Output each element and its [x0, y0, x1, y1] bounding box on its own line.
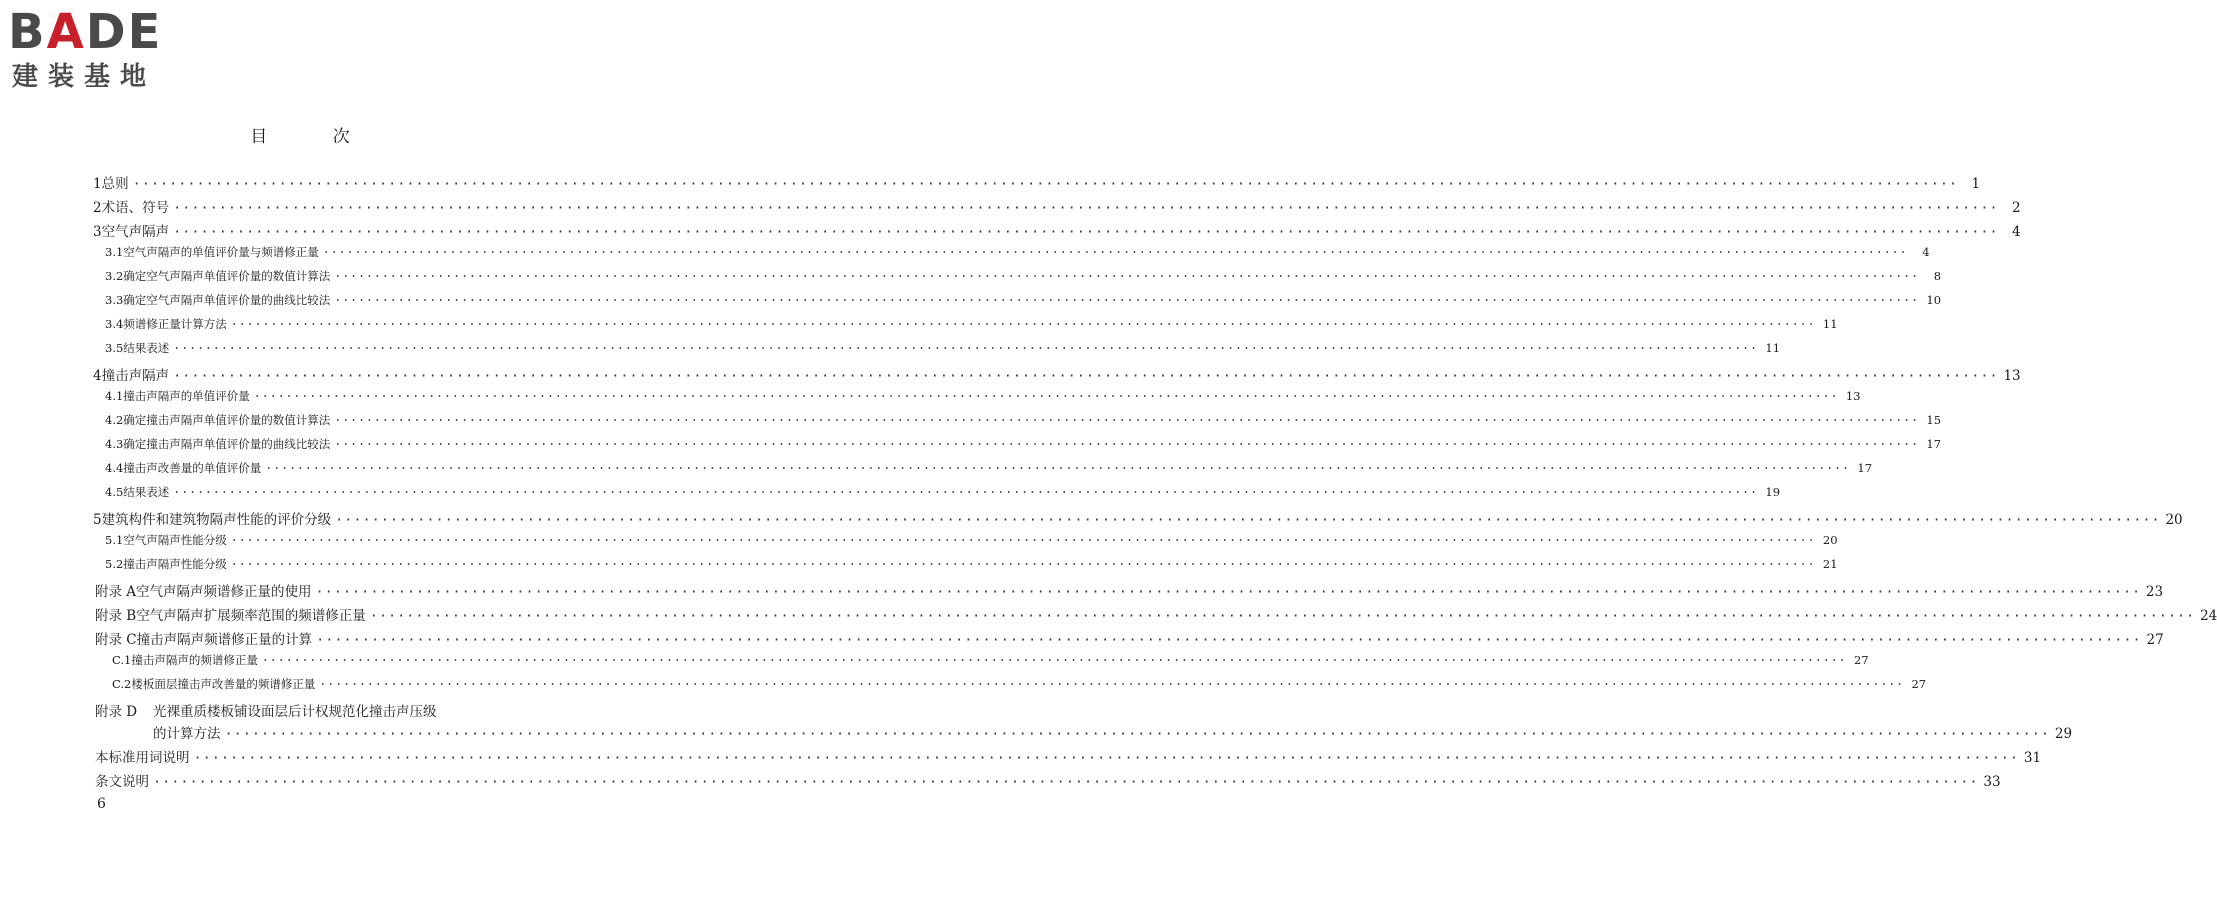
- toc-entry-page: 10: [1926, 293, 1942, 307]
- toc-entry-page: 27: [2146, 632, 2164, 648]
- toc-entry-title: 的计算方法: [153, 726, 221, 742]
- toc-entry-title: 总则: [101, 176, 129, 192]
- toc-entry-number: 4.4: [105, 461, 124, 475]
- toc-entry-page: 1: [1971, 176, 1981, 192]
- toc-entry-title: 楼板面层撞击声改善量的频谱修正量: [131, 677, 316, 691]
- toc-entry-title: 结果表述: [123, 341, 170, 355]
- toc-leader-dots: ········································································································································································································: [369, 608, 2196, 624]
- toc-entry-page: 4: [1922, 245, 1930, 259]
- toc-entry-number: 4.1: [105, 389, 124, 403]
- toc-entry-number: 附录 D: [95, 704, 138, 720]
- toc-entry-page: 13: [2003, 368, 2021, 384]
- toc-entry-title: 条文说明: [95, 774, 149, 790]
- toc-entry-number: 附录 C: [95, 632, 137, 648]
- toc-entry-title: 撞击声隔声: [101, 368, 170, 384]
- toc-entry-page: 19: [1765, 485, 1781, 499]
- toc-entry-title: 确定空气声隔声单值评价量的曲线比较法: [123, 293, 331, 307]
- toc-entry-page: 13: [1845, 389, 1861, 403]
- toc-entry-number: 3: [93, 224, 102, 240]
- toc-leader-dots: ········································································································································································································: [153, 774, 1979, 790]
- toc-leader-dots: ········································································································································································································: [265, 461, 1851, 475]
- toc-entry-title: 撞击声隔声性能分级: [123, 557, 227, 571]
- toc-entry-page: 23: [2145, 584, 2164, 600]
- toc-entry-number: 5.2: [105, 557, 124, 571]
- toc-entry-title: 撞击声改善量的单值评价量: [123, 461, 262, 475]
- page-number: 6: [97, 796, 106, 812]
- toc-entry-page: 33: [1983, 774, 2001, 790]
- toc-entry-number: 3.1: [105, 245, 124, 259]
- toc-entry[interactable]: [105, 388, 1861, 404]
- toc-leader-dots: ········································································································································································································: [132, 176, 1959, 192]
- toc-entry[interactable]: [105, 484, 1781, 500]
- toc-entry-title: 撞击声隔声的频谱修正量: [131, 653, 258, 667]
- toc-entry[interactable]: [93, 364, 2021, 384]
- toc-entry-title: 确定撞击声隔声单值评价量的曲线比较法: [123, 437, 331, 451]
- logo-subtitle: 建装基地: [12, 62, 157, 92]
- toc-entry[interactable]: [105, 340, 1781, 356]
- toc-entry-page: 17: [1857, 461, 1873, 475]
- toc-entry[interactable]: [105, 292, 1942, 308]
- toc-entry[interactable]: [93, 220, 2021, 240]
- toc-entry-number: 3.2: [105, 269, 124, 283]
- toc-entry-title: 空气声隔声频谱修正量的使用: [136, 584, 312, 600]
- toc-entry[interactable]: [112, 676, 1927, 692]
- toc-leader-dots: ········································································································································································································: [322, 245, 1908, 259]
- toc-entry-title: 确定空气声隔声单值评价量的数值计算法: [123, 269, 331, 283]
- toc-entry[interactable]: [93, 508, 2183, 528]
- toc-entry-number: 4.5: [105, 485, 124, 499]
- toc-entry[interactable]: [95, 628, 2164, 648]
- toc-entry-number: 2: [93, 200, 102, 216]
- toc-entry-page: 21: [1822, 557, 1838, 571]
- toc-entry[interactable]: [95, 770, 2001, 790]
- toc-entry-page: 2: [2012, 200, 2021, 216]
- toc-leader-dots: ········································································································································································································: [334, 413, 1920, 427]
- toc-entry[interactable]: [105, 316, 1838, 332]
- toc-entry-page: 31: [2023, 750, 2042, 766]
- toc-entry[interactable]: [105, 436, 1942, 452]
- toc-leader-dots: ········································································································································································································: [261, 653, 1847, 667]
- toc-entry-title: 术语、符号: [101, 200, 170, 216]
- toc-entry-number: 1: [93, 176, 102, 192]
- toc-leader-dots: ········································································································································································································: [230, 317, 1816, 331]
- toc-entry[interactable]: [95, 580, 2164, 600]
- toc-leader-dots: ········································································································································································································: [319, 677, 1905, 691]
- toc-leader-dots: ········································································································································································································: [193, 750, 2020, 766]
- toc-entry[interactable]: [95, 746, 2042, 766]
- toc-leader-dots: ········································································································································································································: [173, 224, 1999, 240]
- toc-leader-dots: ········································································································································································································: [315, 584, 2142, 600]
- toc-entry-page: 11: [1765, 341, 1781, 355]
- toc-entry-number: 附录 B: [95, 608, 137, 624]
- toc-entry[interactable]: [153, 722, 2073, 742]
- logo-wordmark: BADE: [8, 4, 163, 60]
- toc-entry-title: 光裸重质楼板铺设面层后计权规范化撞击声压级: [153, 704, 437, 720]
- toc-entry-page: 29: [2054, 726, 2073, 742]
- toc-entry-title: 结果表述: [123, 485, 170, 499]
- toc-entry-number: 4: [93, 368, 102, 384]
- toc-entry-title: 建筑构件和建筑物隔声性能的评价分级: [101, 512, 332, 528]
- toc-entry[interactable]: [95, 604, 2217, 624]
- toc-entry-page: 24: [2200, 608, 2217, 624]
- toc-leader-dots: ········································································································································································································: [316, 632, 2142, 648]
- toc-leader-dots: ········································································································································································································: [335, 512, 2161, 528]
- toc-entry-title: 撞击声隔声的单值评价量: [123, 389, 250, 403]
- toc-leader-dots: ········································································································································································································: [173, 200, 1999, 216]
- toc-entry-number: 3.5: [105, 341, 124, 355]
- toc-entry-page: 11: [1822, 317, 1838, 331]
- toc-entry-title: 空气声隔声的单值评价量与频谱修正量: [123, 245, 319, 259]
- toc-entry-page: 20: [2165, 512, 2183, 528]
- toc-entry-number: 3.3: [105, 293, 124, 307]
- toc-entry-page: 27: [1911, 677, 1927, 691]
- toc-entry-title: 本标准用词说明: [95, 750, 190, 766]
- toc-leader-dots: ········································································································································································································: [173, 368, 1999, 384]
- toc-leader-dots: ········································································································································································································: [230, 557, 1816, 571]
- toc-leader-dots: ········································································································································································································: [230, 533, 1816, 547]
- toc-entry[interactable]: [105, 532, 1838, 548]
- toc-entry[interactable]: [105, 412, 1942, 428]
- toc-entry[interactable]: [95, 700, 515, 720]
- toc-entry[interactable]: [105, 556, 1838, 572]
- toc-entry-title: 频谱修正量计算方法: [123, 317, 227, 331]
- toc-leader-dots: ········································································································································································································: [334, 269, 1920, 283]
- toc-entry-number: 4.2: [105, 413, 124, 427]
- toc-entry-number: 5: [93, 512, 102, 528]
- toc-entry-page: 27: [1853, 653, 1869, 667]
- toc-entry-title: 撞击声隔声频谱修正量的计算: [136, 632, 313, 648]
- toc-leader-dots: ········································································································································································································: [173, 341, 1759, 355]
- toc-leader-dots: ········································································································································································································: [334, 437, 1920, 451]
- toc-leader-dots: ········································································································································································································: [253, 389, 1839, 403]
- toc-entry-page: 20: [1822, 533, 1838, 547]
- page-title: 目 次: [250, 127, 380, 147]
- toc-entry-page: 8: [1933, 269, 1942, 283]
- toc-entry-title: 确定撞击声隔声单值评价量的数值计算法: [123, 413, 331, 427]
- toc-entry-title: 空气声隔声: [101, 224, 170, 240]
- toc-entry-number: 3.4: [105, 317, 124, 331]
- toc-entry-number: C.1: [112, 653, 132, 667]
- toc-entry[interactable]: [105, 268, 1942, 284]
- toc-entry[interactable]: [112, 652, 1869, 668]
- toc-leader-dots: ········································································································································································································: [173, 485, 1759, 499]
- toc-entry-title: 空气声隔声扩展频率范围的频谱修正量: [136, 608, 366, 624]
- toc-entry-page: 4: [2012, 224, 2021, 240]
- toc-entry-number: 5.1: [105, 533, 124, 547]
- toc-leader-dots: ········································································································································································································: [334, 293, 1920, 307]
- logo: [8, 6, 188, 96]
- toc-entry-page: 15: [1926, 413, 1942, 427]
- toc-entry[interactable]: [93, 196, 2021, 216]
- toc-entry-number: 附录 A: [95, 584, 137, 600]
- toc-entry-number: C.2: [112, 677, 132, 691]
- toc-entry-number: 4.3: [105, 437, 124, 451]
- toc-entry-page: 17: [1926, 437, 1942, 451]
- toc-leader-dots: ········································································································································································································: [224, 726, 2051, 742]
- toc-entry[interactable]: [105, 244, 1930, 260]
- toc-entry[interactable]: [93, 172, 1981, 192]
- toc-entry[interactable]: [105, 460, 1873, 476]
- toc-entry-title: 空气声隔声性能分级: [123, 533, 227, 547]
